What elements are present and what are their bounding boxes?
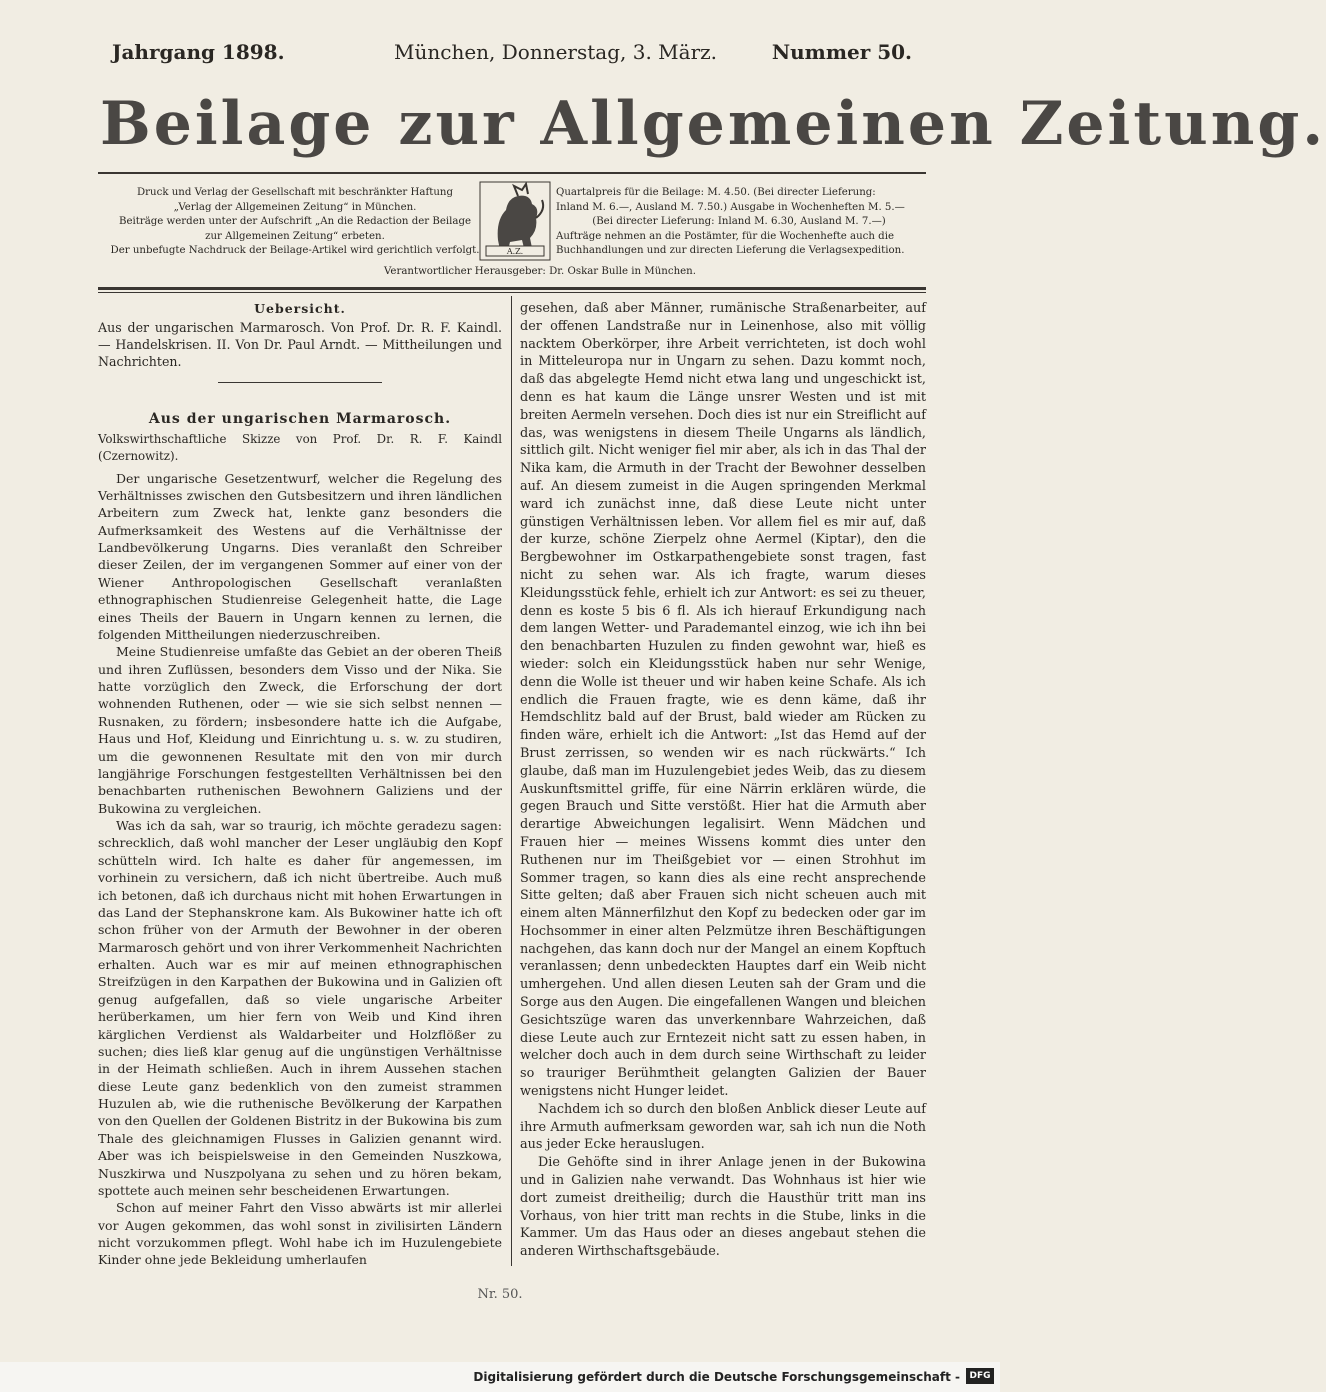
lion-logo-icon xyxy=(478,180,552,262)
imprint-right-line: (Bei directer Lieferung: Inland M. 6.30, Ausland M. 7.—) xyxy=(592,216,886,228)
masthead-rule xyxy=(98,172,926,174)
header-rule-thin xyxy=(98,292,926,293)
imprint-left-line: „Verlag der Allgemeinen Zeitung“ in München. xyxy=(173,201,417,213)
article-title: Aus der ungarischen Marmarosch. xyxy=(148,411,452,428)
contents-text: Aus der ungarischen Marmarosch. Von Prof. Dr. R. F. Kaindl. — Handelskrisen. II. Von Dr. Paul Arndt. — Mittheilungen und Nachrichten. xyxy=(98,320,502,370)
article-paragraph: Die Gehöfte sind in ihrer Anlage jenen in der Bukowina und in Galizien nahe verwandt. Das Wohnhaus ist hier wie dort zumeist dreitheilig; durch die Hausthür tritt man ins Vorhaus, von hier tritt man rechts in die Stube, links in die Kammer. Um das Haus oder an dieses angebaut stehen die anderen Wirthschaftsgebäude. xyxy=(520,1155,926,1260)
digitization-footer xyxy=(0,1362,1000,1392)
page-number: Nr. 50. xyxy=(477,1287,523,1302)
contents-rule xyxy=(218,382,382,383)
imprint-left-line: Druck und Verlag der Gesellschaft mit beschränkter Haftung xyxy=(137,187,453,198)
imprint-right-line: Buchhandlungen und zur directen Lieferung die Verlagsexpedition. xyxy=(556,245,905,257)
article-paragraph: gesehen, daß aber Männer, rumänische Straßenarbeiter, auf der offenen Landstraße nur in Leinenhose, also mit völlig nacktem Oberkörper, ihre Arbeit verrichteten, ist doch wohl in Mitteleuropa nur in Ungarn zu sehen. Dazu kommt noch, daß das abgelegte Hemd nicht etwa lang und ungeschickt ist, denn es hat kaum die Länge unsrer Westen und ist mit breiten Aermeln versehen. Doch dies ist nur ein Streiflicht auf das, was wenigstens in diesem Theile Ungarns als ländlich, sittlich gilt. Nicht weniger fiel mir aber, als ich in das Thal der Nika kam, die Armuth in der Tracht der Bewohner desselben auf. An diesem zumeist in die Augen springenden Merkmal ward ich zunächst inne, daß diese Leute nicht unter günstigen Verhältnissen leben. Vor allem fiel es mir auf, daß der kurze, schöne Zierpelz ohne Aermel (Kiptar), den die Bergbewohner im Ostkarpathengebiete sonst tragen, fast nicht zu sehen war. Als ich fragte, warum dieses Kleidungsstück fehle, erhielt ich zur Antwort: es sei zu theuer, denn es koste 5 bis 6 fl. Als ich hierauf Erkundigung nach dem langen Wetter- und Parademantel einzog, wie ich ihn bei den benachbarten Huzulen zu finden gewohnt war, hieß es wieder: solch ein Kleidungsstück haben nur sehr Wenige, denn die Wolle ist theuer und wir haben keine Schafe. Als ich endlich die Frauen fragte, wie es denn käme, daß ihr Hemdschlitz bald auf der Brust, bald wieder am Rücken zu finden wäre, erhielt ich die Antwort: „Ist das Hemd auf der Brust zerrissen, so wenden wir es nach rückwärts.“ Ich glaube, daß man im Huzulengebiet jedes Weib, das zu diesem Auskunftsmittel griffe, für eine Närrin erklären würde, die gegen Brauch und Sitte verstößt. Hier hat die Armuth aber derartige Abweichungen legalisirt. Wenn Mädchen und Frauen hier — meines Wissens kommt dies unter den Ruthenen nur im Theißgebiet vor — einen Strohhut im Sommer tragen, so kann dies als eine recht ansprechende Sitte gelten; daß aber Frauen sich nicht scheuen auch mit einem alten Männerfilzhut den Kopf zu bedecken oder gar im Hochsommer in einer alten Pelzmütze ihren Beschäftigungen nachgehen, das kann doch nur der Mangel an einem Kopftuch veranlassen; denn unbedeckten Hauptes darf ein Weib nicht umhergehen. Und allen diesen Leuten sah der Gram und die Sorge aus den Augen. Die eingefallenen Wangen und bleichen Gesichtszüge waren das unverkennbare Wahrzeichen, daß diese Leute auch zur Erntezeit nicht satt zu essen haben, in welcher doch auch in dem durch seine Wirthschaft zu leider so trauriger Berühmtheit gelangten Galizien der Bauer wenigstens nicht Hunger leidet. xyxy=(520,301,926,1100)
footer-text: Digitalisierung gefördert durch die Deutsche Forschungsgemeinschaft - xyxy=(473,1370,960,1384)
issue-place-date: München, Donnerstag, 3. März. xyxy=(394,40,718,64)
imprint-right-line: Inland M. 6.—, Ausland M. 7.50.) Ausgabe in Wochenheften M. 5.— xyxy=(556,201,905,213)
header-rule xyxy=(98,287,926,290)
dfg-logo-icon: DFG xyxy=(966,1368,994,1384)
imprint-right-line: Quartalpreis für die Beilage: M. 4.50. (Bei directer Lieferung: xyxy=(556,187,876,198)
imprint-right xyxy=(556,186,922,259)
article-paragraph: Meine Studienreise umfaßte das Gebiet an der oberen Theiß und ihren Zuflüssen, besonders dem Visso und der Nika. Sie hatte vorzüglich den Zweck, die Erforschung der dort wohnenden Ruthenen, oder — wie sie sich selbst nennen — Rusnaken, zu fördern; insbesondere hatte ich die Aufgabe, Haus und Hof, Kleidung und Einrichtung u. s. w. zu studiren, um die gewonnenen Resultate mit den von mir durch langjährige Forschungen festgestellten Verhältnissen bei den benachbarten ruthenischen Bewohnern Galiziens und der Bukowina zu vergleichen. xyxy=(98,644,502,816)
imprint-left-line: Der unbefugte Nachdruck der Beilage-Artikel wird gerichtlich verfolgt. xyxy=(110,245,480,257)
left-column xyxy=(98,300,502,1269)
editor-line: Verantwortlicher Herausgeber: Dr. Oskar Bulle in München. xyxy=(384,266,696,277)
imprint-left-line: Beiträge werden unter der Aufschrift „An die Redaction der Beilage xyxy=(118,216,472,228)
article-paragraph: Der ungarische Gesetzentwurf, welcher die Regelung des Verhältnisses zwischen den Gutsbesitzern und ihren ländlichen Arbeitern zum Zweck hat, lenkte ganz besonders die Aufmerksamkeit des Westens auf die Verhältnisse der Landbevölkerung Ungarns. Dies veranlaßt den Schreiber dieser Zeilen, der im vergangenen Sommer auf einer von der Wiener Anthropologischen Gesellschaft veranlaßten ethnographischen Studienreise Gelegenheit hatte, die Lage eines Theils der Bauern in Ungarn kennen zu lernen, die folgenden Mittheilungen niederzuschreiben. xyxy=(98,470,502,642)
issue-number: Nummer 50. xyxy=(771,40,912,64)
article-paragraph: Schon auf meiner Fahrt den Visso abwärts ist mir allerlei vor Augen gekommen, das wohl sonst in zivilisirten Ländern nicht vorzukommen pflegt. Wohl habe ich im Huzulengebiete Kinder ohne jede Bekleidung umherlaufen xyxy=(98,1200,502,1268)
masthead-title: Beilage zur Allgemeinen Zeitung. xyxy=(100,89,1326,159)
logo-label: A.Z. xyxy=(506,247,524,256)
imprint-left xyxy=(110,186,480,259)
right-column xyxy=(520,300,926,1261)
column-divider xyxy=(511,296,512,1266)
article-paragraph: Was ich da sah, war so traurig, ich möchte geradezu sagen: schrecklich, daß wohl mancher der Leser ungläubig den Kopf schütteln wird. Ich halte es daher für angemessen, im vorhinein zu versichern, daß ich nicht übertreibe. Auch muß ich betonen, daß ich durchaus nicht mit hohen Erwartungen in das Land der Stephanskrone kam. Als Bukowiner hatte ich oft schon früher von der Armuth der Bewohner in der oberen Marmarosch gehört und von ihrer Verkommenheit Nachrichten erhalten. Auch war es mir auf meinen ethnographischen Streifzügen in den Karpathen der Bukowina und in Galizien oft genug aufgefallen, daß so viele ungarische Arbeiter herüberkamen, um hier fern von Weib und Kind ihren kärglichen Verdienst als Waldarbeiter und Holzflößer zu suchen; dies ließ klar genug auf die ungünstigen Verhältnisse in der Heimath schließen. Auch in ihrem Aussehen stachen diese Leute ganz bedenklich von den zumeist strammen Huzulen ab, wie die ruthenische Bevölkerung der Karpathen von den Quellen der Goldenen Bistritz in der Bukowina bis zum Thale des gleichnamigen Flusses in Galizien genannt wird. Aber was ich beispielsweise in den Gemeinden Nuszkowa, Nuszkirwa und Nuszpolyana zu sehen und zu hören bekam, spottete auch meinen sehr bescheidenen Erwartungen. xyxy=(98,818,502,1198)
article-paragraph: Nachdem ich so durch den bloßen Anblick dieser Leute auf ihre Armuth aufmerksam geworden war, sah ich nun die Noth aus jeder Ecke herauslugen. xyxy=(520,1101,926,1153)
article-subtitle: Volkswirthschaftliche Skizze von Prof. Dr. R. F. Kaindl (Czernowitz). xyxy=(98,431,502,464)
contents-heading: Uebersicht. xyxy=(254,301,346,316)
issue-year: Jahrgang 1898. xyxy=(112,40,285,64)
issue-header xyxy=(112,40,912,70)
imprint-left-line: zur Allgemeinen Zeitung“ erbeten. xyxy=(205,230,385,242)
imprint-right-line: Aufträge nehmen an die Postämter, für die Wochenhefte auch die xyxy=(556,230,894,242)
